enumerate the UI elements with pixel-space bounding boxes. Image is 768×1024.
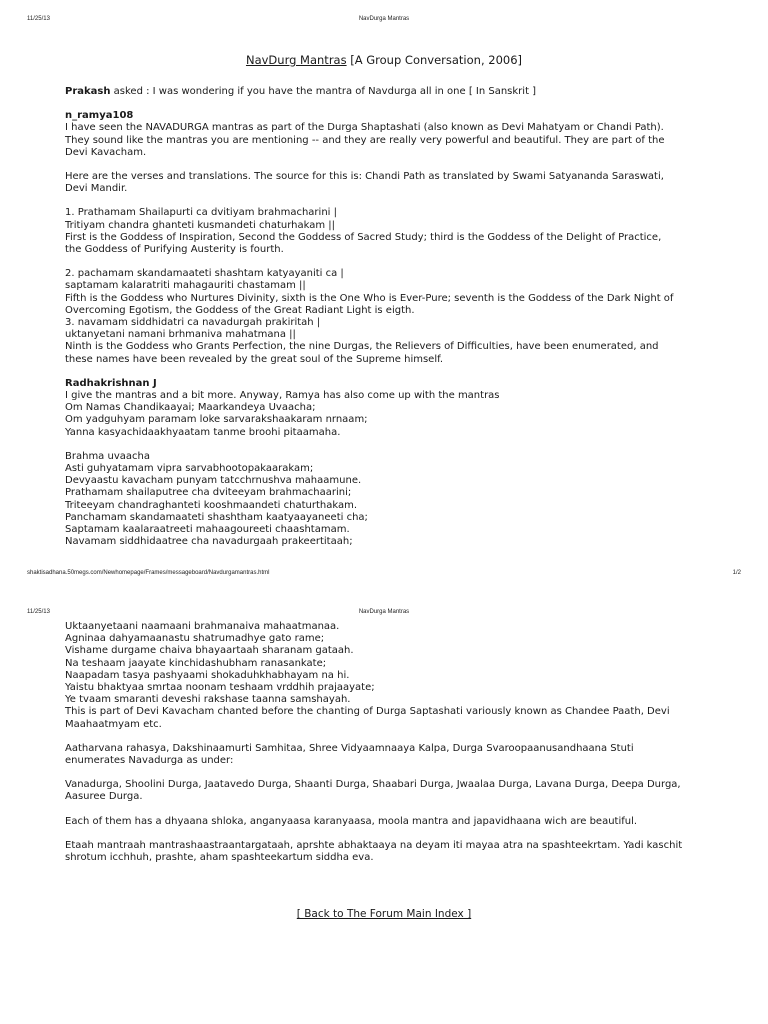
- verse-line: 2. pachamam skandamaateti shashtam katyayaniti ca |: [65, 268, 344, 280]
- verse-line: Naapadam tasya pashyaami shokaduhkhabhayam na hi.: [65, 669, 350, 681]
- verse-line: Uktaanyetaani naamaani brahmanaiva mahaatmanaa.: [65, 621, 340, 632]
- text-line: enumerates Navadurga as under:: [65, 755, 234, 767]
- text-line: Devi Mandir.: [65, 183, 128, 195]
- text-line: Devi Kavacham.: [65, 146, 147, 158]
- back-link-container: [0, 908, 768, 920]
- text-line: Each of them has a dhyaana shloka, anganyaasa karanyaasa, moola mantra and japavidhaana wich are beautiful.: [65, 815, 638, 827]
- page-title: [0, 53, 768, 67]
- verse-line: these names have been revealed by the great soul of the Supreme himself.: [65, 353, 444, 365]
- verse-line: Panchamam skandamaateti shashtham kaatyaayaneeti cha;: [65, 511, 368, 523]
- author-name: Prakash: [65, 86, 111, 97]
- verse-line: Ninth is the Goddess who Grants Perfection, the nine Durgas, the Relievers of Difficulties, have been enumerated, and: [65, 341, 659, 353]
- text-line: I give the mantras and a bit more. Anyway, Ramya has also come up with the mantras: [65, 390, 500, 402]
- page2-body: [65, 621, 705, 864]
- verse-line: Ye tvaam smaranti deveshi rakshase taanna samshayah.: [65, 694, 351, 706]
- text-line: They sound like the mantras you are mentioning -- and they are really very powerful and beautiful. They are part of the: [65, 134, 665, 146]
- text-line: shrotum icchhuh, prashte, aham spashteekartum siddha eva.: [65, 852, 374, 864]
- text-line: Here are the verses and translations. The source for this is: Chandi Path as translated by Swami Satyananda Saraswati,: [65, 171, 664, 183]
- verse-line: First is the Goddess of Inspiration, Second the Goddess of Sacred Study; third is the Goddess of the Delight of Practice,: [65, 231, 662, 243]
- verse-line: Tritiyam chandra ghanteti kusmandeti chaturhakam ||: [65, 219, 336, 231]
- verse-line: Vishame durgame chaiva bhayaartaah sharanam gataah.: [65, 645, 354, 657]
- page2-header-title: NavDurga Mantras: [358, 609, 410, 615]
- verse-line: the Goddess of Purifying Austerity is fourth.: [65, 244, 284, 256]
- verse-line: Triteeyam chandraghanteti kooshmaandeti chaturthakam.: [65, 499, 358, 511]
- verse-line: Saptamam kaalaraatreeti mahaagoureeti chaashtamam.: [65, 524, 350, 536]
- text-line: Yanna kasyachidaakhyaatam tanme broohi pitaamaha.: [65, 426, 341, 438]
- text-line: Aatharvana rahasya, Dakshinaamurti Samhitaa, Shree Vidyaamnaaya Kalpa, Durga Svaroopaanusandhaana Stuti: [65, 742, 634, 754]
- title-main: NavDurg Mantras: [245, 53, 347, 67]
- page1-body: [65, 86, 705, 549]
- verse-line: Overcoming Egotism, the Goddess of the Great Radiant Light is eigth.: [65, 304, 415, 316]
- post-text: asked : I was wondering if you have the mantra of Navdurga all in one [ In Sanskrit ]: [110, 86, 537, 97]
- page1-header-title: NavDurga Mantras: [358, 16, 410, 22]
- verse-line: Yaistu bhaktyaa smrtaa noonam teshaam vrddhih prajaayate;: [65, 682, 375, 694]
- verse-line: 1. Prathamam Shailapurti ca dvitiyam brahmacharini |: [65, 207, 337, 219]
- author-name: n_ramya108: [65, 110, 134, 122]
- verse-line: Devyaastu kavacham punyam tatcchrnushva mahaamune.: [65, 475, 362, 487]
- author-name: Radhakrishnan J: [65, 377, 157, 389]
- page1-footer-url: shaktisadhana.50megs.com/Newhomepage/Frames/messageboard/Navdurgamantras.html: [27, 570, 270, 576]
- text-line: This is part of Devi Kavacham chanted before the chanting of Durga Saptashati variously known as Chandee Paath, Devi: [65, 706, 670, 718]
- verse-line: Na teshaam jaayate kinchidashubham ranasankate;: [65, 657, 327, 669]
- verse-line: Asti guhyatamam vipra sarvabhootopakaarakam;: [65, 463, 314, 475]
- title-sub: [A Group Conversation, 2006]: [346, 53, 523, 67]
- verse-line: Navamam siddhidaatree cha navadurgaah prakeertitaah;: [65, 536, 353, 548]
- text-line: Om Namas Chandikaayai; Maarkandeya Uvaacha;: [65, 402, 316, 414]
- page1-header-date: 11/25/13: [27, 16, 50, 22]
- verse-line: Prathamam shailaputree cha dviteeyam brahmachaarini;: [65, 487, 352, 499]
- verse-line: uktanyetani namani brhmaniva mahatmana ||: [65, 329, 296, 341]
- text-line: Om yadguhyam paramam loke sarvarakshaakaram nrnaam;: [65, 414, 368, 426]
- text-line: Maahaatmyam etc.: [65, 718, 162, 730]
- verse-line: saptamam kalaratriti mahagauriti chastamam ||: [65, 280, 306, 292]
- prakash-post: [65, 86, 705, 98]
- text-line: I have seen the NAVADURGA mantras as part of the Durga Shaptashati (also known as Devi Mahatyam or Chandi Path).: [65, 122, 664, 134]
- text-line: Etaah mantraah mantrashaastraantargataah, aprshte abhaktaaya na deyam iti mayaa atra na spashteekrtam. Yadi kaschit: [65, 839, 683, 851]
- verse-line: 3. navamam siddhidatri ca navadurgah prakiritah |: [65, 317, 321, 329]
- verse-line: Fifth is the Goddess who Nurtures Divinity, sixth is the One Who is Ever-Pure; seventh is the Goddess of the Dark Night of: [65, 292, 674, 304]
- verse-line: Agninaa dahyamaanastu shatrumadhye gato rame;: [65, 633, 325, 645]
- back-to-forum-link[interactable]: [ Back to The Forum Main Index ]: [296, 908, 472, 920]
- page2-header-date: 11/25/13: [27, 609, 50, 615]
- text-line: Aasuree Durga.: [65, 791, 143, 803]
- verse-line: Brahma uvaacha: [65, 450, 150, 462]
- text-line: Vanadurga, Shoolini Durga, Jaatavedo Durga, Shaanti Durga, Shaabari Durga, Jwaalaa Durga, Lavana Durga, Deepa Durga,: [65, 779, 681, 791]
- page1-footer-page: 1/2: [732, 570, 741, 576]
